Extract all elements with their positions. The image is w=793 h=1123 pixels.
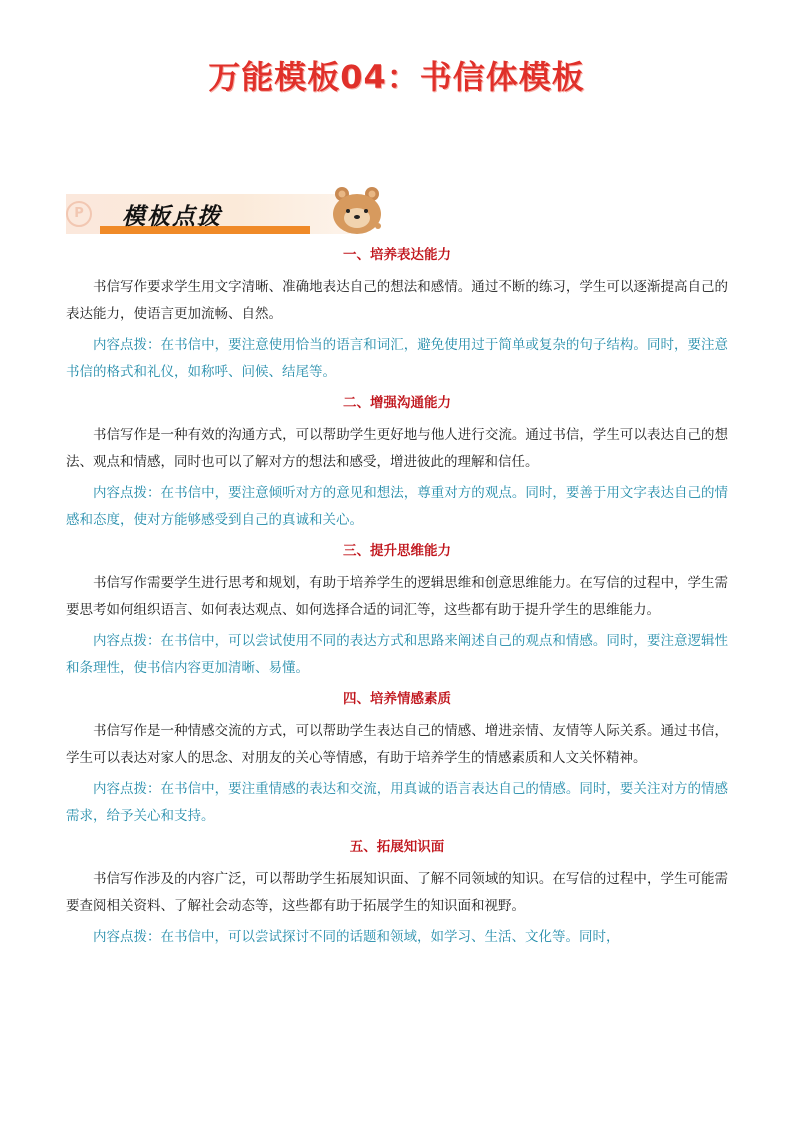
section-heading: 五、拓展知识面 [349, 839, 445, 855]
section-tip: 内容点拨：在书信中，要注重情感的表达和交流，用真诚的语言表达自己的情感。同时，要关注对方的情感需求，给予关心和支持。 [66, 781, 728, 824]
section-5 [66, 836, 728, 951]
section-heading: 一、培养表达能力 [343, 247, 451, 263]
section-body: 书信写作需要学生进行思考和规划，有助于培养学生的逻辑思维和创意思维能力。在写信的过程中，学生需要思考如何组织语言、如何表达观点、如何选择合适的词汇等，这些都有助于提升学生的思维能力。 [66, 575, 728, 618]
section-tip: 内容点拨：在书信中，要注意倾听对方的意见和想法，尊重对方的观点。同时，要善于用文字表达自己的情感和态度，使对方能够感受到自己的真诚和关心。 [66, 485, 728, 528]
page-title: 万能模板04：书信体模板 [208, 58, 585, 96]
section-1 [66, 244, 728, 386]
section-body: 书信写作涉及的内容广泛，可以帮助学生拓展知识面、了解不同领域的知识。在写信的过程中，学生可能需要查阅相关资料、了解社会动态等，这些都有助于拓展学生的知识面和视野。 [66, 871, 728, 914]
section-heading: 四、培养情感素质 [343, 691, 451, 707]
section-tip: 内容点拨：在书信中，可以尝试探讨不同的话题和领域，如学习、生活、文化等。同时， [93, 929, 620, 945]
p-circle-icon: P [66, 201, 92, 227]
section-heading: 三、提升思维能力 [343, 543, 451, 559]
section-tip: 内容点拨：在书信中，可以尝试使用不同的表达方式和思路来阐述自己的观点和情感。同时，要注意逻辑性和条理性，使书信内容更加清晰、易懂。 [66, 633, 728, 676]
section-3 [66, 540, 728, 682]
section-4 [66, 688, 728, 830]
banner-label: 模板点拨 [122, 204, 222, 230]
section-banner [66, 184, 350, 234]
bear-icon [328, 184, 388, 234]
section-body: 书信写作要求学生用文字清晰、准确地表达自己的想法和感情。通过不断的练习，学生可以逐渐提高自己的表达能力，使语言更加流畅、自然。 [66, 279, 728, 322]
main-content [66, 244, 728, 957]
section-heading: 二、增强沟通能力 [343, 395, 451, 411]
section-tip: 内容点拨：在书信中，要注意使用恰当的语言和词汇，避免使用过于简单或复杂的句子结构。同时，要注意书信的格式和礼仪，如称呼、问候、结尾等。 [66, 337, 728, 380]
section-body: 书信写作是一种情感交流的方式，可以帮助学生表达自己的情感、增进亲情、友情等人际关系。通过书信，学生可以表达对家人的思念、对朋友的关心等情感，有助于培养学生的情感素质和人文关怀精神。 [66, 723, 728, 766]
section-2 [66, 392, 728, 534]
section-body: 书信写作是一种有效的沟通方式，可以帮助学生更好地与他人进行交流。通过书信，学生可以表达自己的想法、观点和情感，同时也可以了解对方的想法和感受，增进彼此的理解和信任。 [66, 427, 728, 470]
